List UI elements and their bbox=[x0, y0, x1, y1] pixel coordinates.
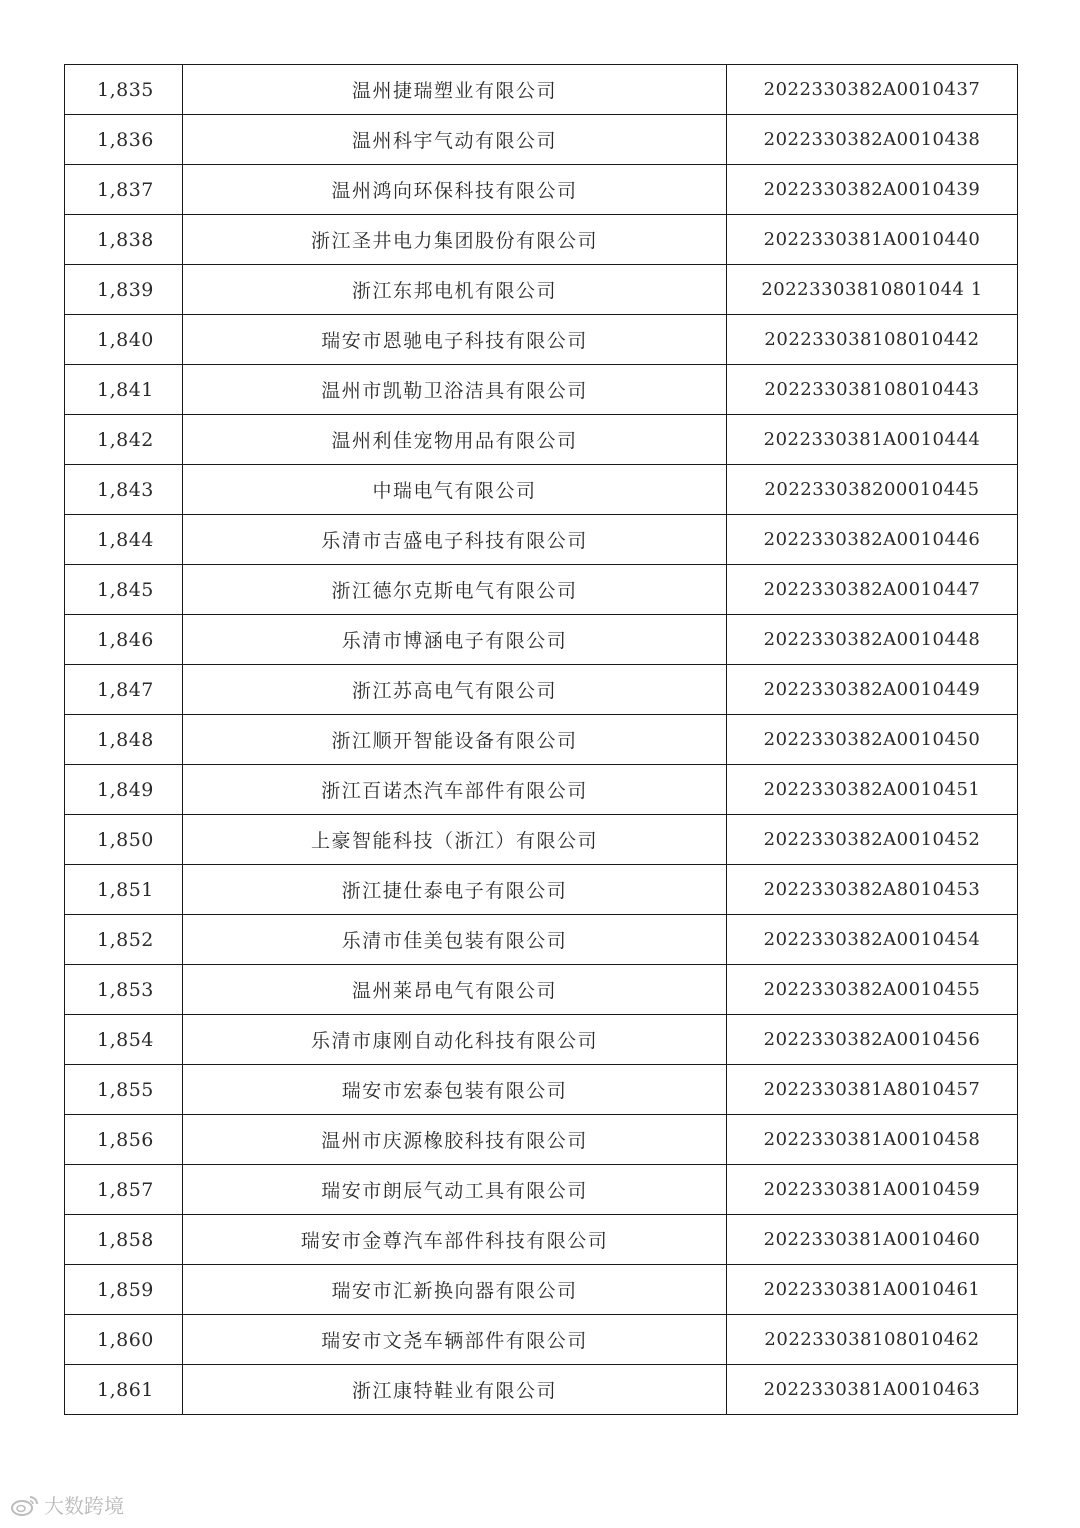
certificate-code-cell: 2022330381A0010460 bbox=[727, 1215, 1018, 1265]
row-number-cell: 1,838 bbox=[65, 215, 183, 265]
company-name-cell: 乐清市佳美包装有限公司 bbox=[183, 915, 727, 965]
table-row bbox=[65, 1115, 1018, 1165]
table-row bbox=[65, 1365, 1018, 1415]
company-name-cell: 瑞安市金尊汽车部件科技有限公司 bbox=[183, 1215, 727, 1265]
company-name-cell: 温州科宇气动有限公司 bbox=[183, 115, 727, 165]
certificate-code-cell: 2022330381A0010458 bbox=[727, 1115, 1018, 1165]
row-number-cell: 1,837 bbox=[65, 165, 183, 215]
row-number-cell: 1,847 bbox=[65, 665, 183, 715]
table-row bbox=[65, 1215, 1018, 1265]
table-row bbox=[65, 665, 1018, 715]
row-number-cell: 1,845 bbox=[65, 565, 183, 615]
row-number-cell: 1,854 bbox=[65, 1015, 183, 1065]
table-row bbox=[65, 515, 1018, 565]
company-name-cell: 瑞安市朗辰气动工具有限公司 bbox=[183, 1165, 727, 1215]
table-row bbox=[65, 615, 1018, 665]
company-name-cell: 乐清市吉盛电子科技有限公司 bbox=[183, 515, 727, 565]
row-number-cell: 1,861 bbox=[65, 1365, 183, 1415]
company-name-cell: 温州利佳宠物用品有限公司 bbox=[183, 415, 727, 465]
certificate-code-cell: 20223303810801044 1 bbox=[727, 265, 1018, 315]
table-row bbox=[65, 565, 1018, 615]
company-name-cell: 乐清市博涵电子有限公司 bbox=[183, 615, 727, 665]
certificate-code-cell: 2022330382A0010455 bbox=[727, 965, 1018, 1015]
company-name-cell: 浙江苏高电气有限公司 bbox=[183, 665, 727, 715]
certificate-code-cell: 2022330381A8010457 bbox=[727, 1065, 1018, 1115]
company-name-cell: 瑞安市汇新换向器有限公司 bbox=[183, 1265, 727, 1315]
table-row bbox=[65, 1315, 1018, 1365]
table-row bbox=[65, 465, 1018, 515]
certificate-code-cell: 202233038108010442 bbox=[727, 315, 1018, 365]
table-row bbox=[65, 965, 1018, 1015]
table-row bbox=[65, 815, 1018, 865]
row-number-cell: 1,835 bbox=[65, 65, 183, 115]
certificate-code-cell: 2022330382A0010438 bbox=[727, 115, 1018, 165]
table-row bbox=[65, 1015, 1018, 1065]
certificate-code-cell: 2022330382A0010449 bbox=[727, 665, 1018, 715]
table-row bbox=[65, 1265, 1018, 1315]
certificate-code-cell: 2022330382A0010437 bbox=[727, 65, 1018, 115]
company-name-cell: 温州莱昂电气有限公司 bbox=[183, 965, 727, 1015]
company-name-cell: 瑞安市文尧车辆部件有限公司 bbox=[183, 1315, 727, 1365]
company-name-cell: 温州市庆源橡胶科技有限公司 bbox=[183, 1115, 727, 1165]
table-row bbox=[65, 1165, 1018, 1215]
certificate-code-cell: 2022330382A0010448 bbox=[727, 615, 1018, 665]
table-row bbox=[65, 265, 1018, 315]
row-number-cell: 1,857 bbox=[65, 1165, 183, 1215]
certificate-code-cell: 2022330382A0010439 bbox=[727, 165, 1018, 215]
certificate-code-cell: 2022330381A0010463 bbox=[727, 1365, 1018, 1415]
company-name-cell: 温州市凯勒卫浴洁具有限公司 bbox=[183, 365, 727, 415]
company-name-cell: 乐清市康刚自动化科技有限公司 bbox=[183, 1015, 727, 1065]
certificate-code-cell: 2022330382A0010454 bbox=[727, 915, 1018, 965]
row-number-cell: 1,856 bbox=[65, 1115, 183, 1165]
row-number-cell: 1,849 bbox=[65, 765, 183, 815]
company-name-cell: 浙江德尔克斯电气有限公司 bbox=[183, 565, 727, 615]
row-number-cell: 1,850 bbox=[65, 815, 183, 865]
weibo-logo-icon bbox=[10, 1493, 40, 1517]
table-row bbox=[65, 365, 1018, 415]
row-number-cell: 1,836 bbox=[65, 115, 183, 165]
table-row bbox=[65, 165, 1018, 215]
company-name-cell: 瑞安市宏泰包装有限公司 bbox=[183, 1065, 727, 1115]
company-name-cell: 浙江康特鞋业有限公司 bbox=[183, 1365, 727, 1415]
table-row bbox=[65, 65, 1018, 115]
row-number-cell: 1,842 bbox=[65, 415, 183, 465]
watermark-text: 大数跨境 bbox=[44, 1494, 124, 1518]
row-number-cell: 1,860 bbox=[65, 1315, 183, 1365]
company-name-cell: 浙江百诺杰汽车部件有限公司 bbox=[183, 765, 727, 815]
company-name-cell: 温州鸿向环保科技有限公司 bbox=[183, 165, 727, 215]
table-row bbox=[65, 315, 1018, 365]
row-number-cell: 1,851 bbox=[65, 865, 183, 915]
company-name-cell: 浙江顺开智能设备有限公司 bbox=[183, 715, 727, 765]
row-number-cell: 1,841 bbox=[65, 365, 183, 415]
table-row bbox=[65, 765, 1018, 815]
certificate-code-cell: 202233038108010443 bbox=[727, 365, 1018, 415]
company-name-cell: 瑞安市恩驰电子科技有限公司 bbox=[183, 315, 727, 365]
certificate-code-cell: 2022330381A0010461 bbox=[727, 1265, 1018, 1315]
row-number-cell: 1,852 bbox=[65, 915, 183, 965]
row-number-cell: 1,844 bbox=[65, 515, 183, 565]
certificate-code-cell: 2022330381A0010459 bbox=[727, 1165, 1018, 1215]
row-number-cell: 1,858 bbox=[65, 1215, 183, 1265]
certificate-code-cell: 2022330382A0010451 bbox=[727, 765, 1018, 815]
row-number-cell: 1,843 bbox=[65, 465, 183, 515]
watermark bbox=[10, 1490, 124, 1519]
company-name-cell: 浙江圣井电力集团股份有限公司 bbox=[183, 215, 727, 265]
company-name-cell: 中瑞电气有限公司 bbox=[183, 465, 727, 515]
table-row bbox=[65, 415, 1018, 465]
table-row bbox=[65, 865, 1018, 915]
table-body bbox=[65, 65, 1018, 1415]
certificate-code-cell: 2022330382A8010453 bbox=[727, 865, 1018, 915]
row-number-cell: 1,840 bbox=[65, 315, 183, 365]
certificate-code-cell: 2022330381A0010440 bbox=[727, 215, 1018, 265]
certificate-code-cell: 2022330381A0010444 bbox=[727, 415, 1018, 465]
row-number-cell: 1,853 bbox=[65, 965, 183, 1015]
certificate-code-cell: 2022330382A0010446 bbox=[727, 515, 1018, 565]
certificate-code-cell: 202233038108010462 bbox=[727, 1315, 1018, 1365]
table-row bbox=[65, 215, 1018, 265]
certificate-code-cell: 2022330382A0010456 bbox=[727, 1015, 1018, 1065]
company-name-cell: 浙江捷仕泰电子有限公司 bbox=[183, 865, 727, 915]
table-row bbox=[65, 915, 1018, 965]
table-row bbox=[65, 715, 1018, 765]
row-number-cell: 1,859 bbox=[65, 1265, 183, 1315]
row-number-cell: 1,846 bbox=[65, 615, 183, 665]
certificate-code-cell: 2022330382A0010450 bbox=[727, 715, 1018, 765]
company-name-cell: 上豪智能科技（浙江）有限公司 bbox=[183, 815, 727, 865]
row-number-cell: 1,848 bbox=[65, 715, 183, 765]
certificate-code-cell: 2022330382A0010447 bbox=[727, 565, 1018, 615]
row-number-cell: 1,855 bbox=[65, 1065, 183, 1115]
certificate-code-cell: 202233038200010445 bbox=[727, 465, 1018, 515]
company-list-table bbox=[64, 64, 1018, 1415]
table-row bbox=[65, 1065, 1018, 1115]
company-name-cell: 温州捷瑞塑业有限公司 bbox=[183, 65, 727, 115]
company-name-cell: 浙江东邦电机有限公司 bbox=[183, 265, 727, 315]
certificate-code-cell: 2022330382A0010452 bbox=[727, 815, 1018, 865]
table-row bbox=[65, 115, 1018, 165]
row-number-cell: 1,839 bbox=[65, 265, 183, 315]
